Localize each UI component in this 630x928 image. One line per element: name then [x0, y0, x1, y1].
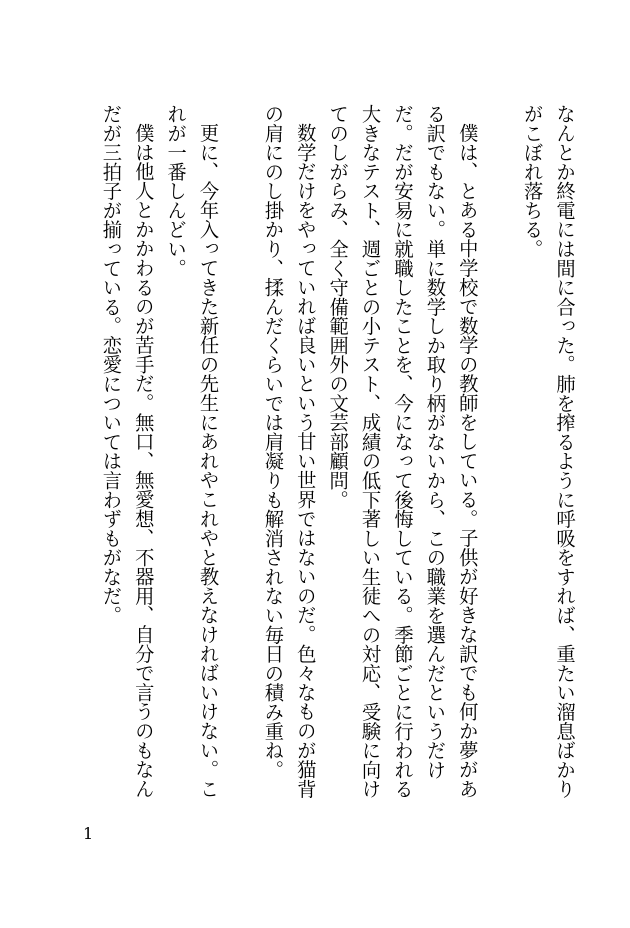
- paragraph-gap: [483, 104, 515, 812]
- paragraph-gap: [224, 104, 256, 812]
- paragraph-3: 数学だけをやっていれば良いという甘い世界ではないのだ。色々なものが猫背の肩にのし掛かり、揉んだくらいでは肩凝りも解消されない毎日の積み重ね。: [261, 104, 317, 799]
- paragraph-5: 僕は他人とかかわるのが苦手だ。無口、無愛想、不器用、自分で言うのもなんだが三拍子が揃っている。恋愛については言わずもがなだ。: [99, 104, 155, 799]
- vertical-text-body: [94, 104, 580, 812]
- paragraph-2: 僕は、とある中学校で数学の教師をしている。子供が好きな訳でも何か夢がある訳でもない。単に数学しか取り柄がないから、この職業を選んだというだけだ。だが安易に就職したことを、今になって後悔している。季節ごとに行われる大きなテスト、週ごとの小テスト、成績の低下著しい生徒への対応、受験に向けてのしがらみ、全く守備範囲外の文芸部顧問。: [326, 104, 479, 799]
- page-number: 1: [83, 824, 94, 843]
- paragraph-1: なんとか終電には間に合った。肺を搾るように呼吸をすれば、重たい溜息ばかりがこぼれ落ちる。: [520, 104, 576, 799]
- paragraph-4: 更に、今年入ってきた新任の先生にあれやこれやと教えなければいけない。これが一番しんどい。: [164, 104, 220, 799]
